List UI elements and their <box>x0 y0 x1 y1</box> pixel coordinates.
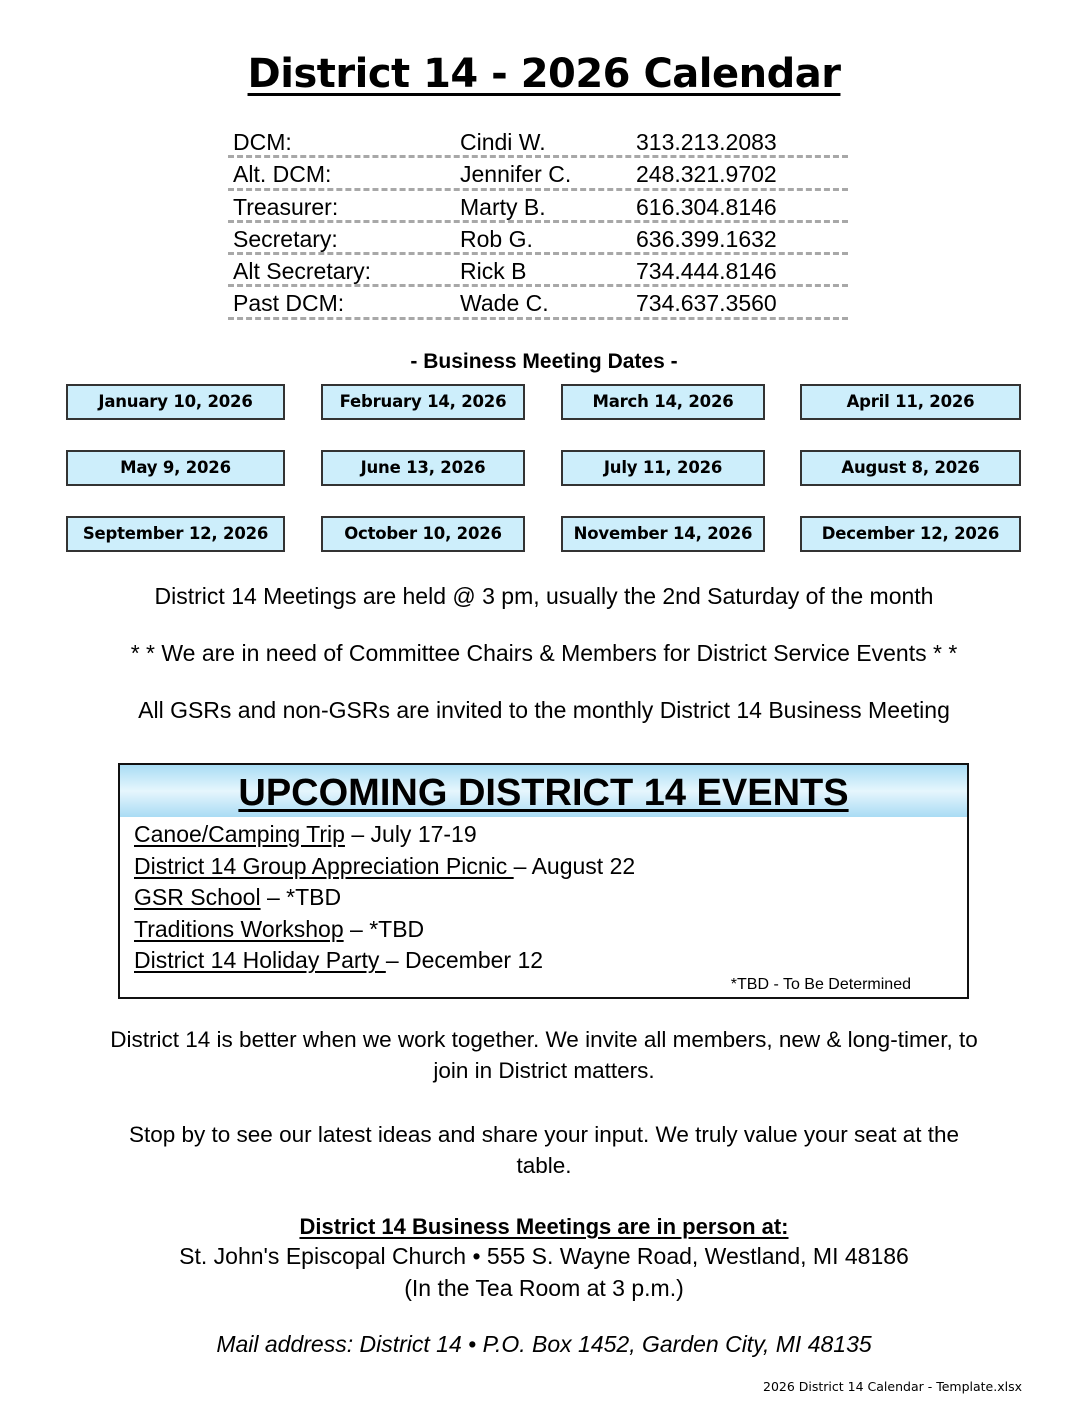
meeting-date-december: December 12, 2026 <box>800 516 1021 552</box>
meeting-room: (In the Tea Room at 3 p.m.) <box>404 1275 684 1301</box>
business-meeting-heading: - Business Meeting Dates - <box>410 350 678 373</box>
meeting-date-january: January 10, 2026 <box>66 384 285 420</box>
location-heading <box>0 1212 1088 1242</box>
officer-name: Wade C. <box>460 290 549 317</box>
upcoming-events-box <box>118 763 969 999</box>
officer-row <box>228 126 848 158</box>
officer-row <box>228 287 848 319</box>
meeting-date-july: July 11, 2026 <box>561 450 765 486</box>
officer-phone: 248.321.9702 <box>636 161 777 188</box>
meeting-date-october: October 10, 2026 <box>321 516 525 552</box>
event-name: District 14 Group Appreciation Picnic <box>134 852 514 879</box>
meeting-date-may: May 9, 2026 <box>66 450 285 486</box>
location-heading-text: District 14 Business Meetings are in person at: <box>299 1214 789 1239</box>
officer-name: Rob G. <box>460 225 533 252</box>
officer-role: Alt. DCM: <box>233 161 332 188</box>
meeting-date-august: August 8, 2026 <box>800 450 1021 486</box>
events-banner-title: UPCOMING DISTRICT 14 EVENTS <box>238 772 849 814</box>
event-name: Canoe/Camping Trip <box>134 821 345 847</box>
officer-name: Marty B. <box>460 193 546 220</box>
event-item <box>134 945 635 977</box>
events-banner <box>120 765 967 817</box>
page-title <box>0 48 1088 100</box>
tbd-footnote: *TBD - To Be Determined <box>730 976 911 993</box>
event-date: – July 17-19 <box>344 821 477 847</box>
meeting-date-march: March 14, 2026 <box>561 384 765 420</box>
event-item <box>134 914 635 946</box>
officer-phone: 313.213.2083 <box>636 129 777 155</box>
meeting-date-february: February 14, 2026 <box>321 384 525 420</box>
officer-row <box>228 191 848 223</box>
meeting-date-november: November 14, 2026 <box>561 516 765 552</box>
church-address: St. John's Episcopal Church • 555 S. Wayne Road, Westland, MI 48186 <box>179 1243 909 1269</box>
officer-role: Treasurer: <box>233 193 339 220</box>
officer-role: Alt Secretary: <box>233 258 372 285</box>
events-list <box>134 819 635 977</box>
meeting-date-april: April 11, 2026 <box>800 384 1021 420</box>
officer-role: Past DCM: <box>233 290 345 317</box>
officer-row <box>228 158 848 190</box>
event-name: Traditions Workshop <box>134 915 344 942</box>
stop-by-paragraph: Stop by to see our latest ideas and share your input. We truly value your seat at the table. <box>128 1122 960 1178</box>
invitation-note: All GSRs and non-GSRs are invited to the monthly District 14 Business Meeting <box>138 697 950 723</box>
officer-role: Secretary: <box>233 225 338 252</box>
officer-row <box>228 255 848 287</box>
event-date: – August 22 <box>513 852 636 879</box>
meeting-date-june: June 13, 2026 <box>321 450 525 486</box>
event-date: – December 12 <box>385 947 544 973</box>
meeting-time-note: District 14 Meetings are held @ 3 pm, usually the 2nd Saturday of the month <box>154 583 934 609</box>
officer-phone: 734.444.8146 <box>636 258 777 285</box>
officers-table <box>228 126 848 320</box>
page-title-text: District 14 - 2026 Calendar <box>247 51 841 97</box>
event-date: – *TBD <box>260 884 342 910</box>
officer-role: DCM: <box>233 129 292 155</box>
officer-phone: 734.637.3560 <box>636 290 777 317</box>
officer-name: Jennifer C. <box>460 161 572 188</box>
officer-name: Rick B <box>460 258 527 285</box>
officer-phone: 616.304.8146 <box>636 193 777 220</box>
event-item <box>134 882 635 914</box>
officer-phone: 636.399.1632 <box>636 225 777 252</box>
volunteer-call-note: * * We are in need of Committee Chairs & Members for District Service Events * * <box>130 640 958 666</box>
event-item <box>134 819 635 851</box>
event-name: District 14 Holiday Party <box>134 947 386 973</box>
together-paragraph: District 14 is better when we work together. We invite all members, new & long-timer, to join in District matters. <box>110 1027 978 1083</box>
officer-name: Cindi W. <box>460 129 546 155</box>
mail-address: Mail address: District 14 • P.O. Box 1452, Garden City, MI 48135 <box>216 1331 872 1357</box>
event-date: – *TBD <box>343 915 425 942</box>
event-item <box>134 851 635 883</box>
footer-filename: 2026 District 14 Calendar - Template.xlsx <box>763 1379 1022 1394</box>
officer-row <box>228 223 848 255</box>
event-name: GSR School <box>134 884 261 910</box>
meeting-date-september: September 12, 2026 <box>66 516 285 552</box>
